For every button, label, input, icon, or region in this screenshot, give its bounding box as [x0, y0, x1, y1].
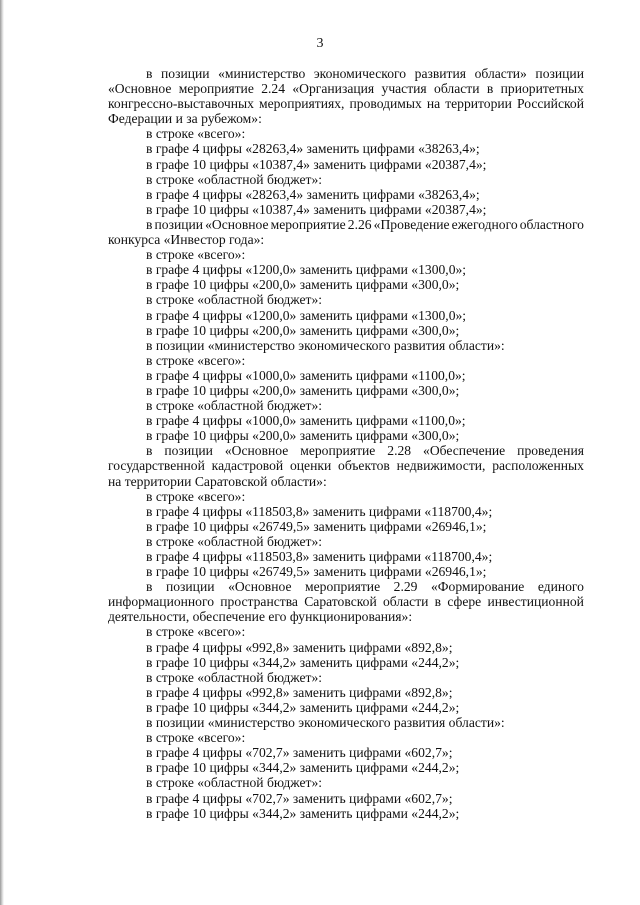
text-word: расположенных	[492, 458, 584, 474]
text-line: в графе 10 цифры «26749,5» заменить цифрами «26946,1»;	[146, 518, 487, 534]
text-word: 2.29	[393, 579, 418, 595]
text-word: «Основное	[205, 216, 269, 232]
text-word: на	[426, 96, 441, 112]
text-word: 2.24	[261, 81, 286, 97]
text-word: в	[434, 594, 442, 610]
text-line: в графе 4 цифры «1000,0» заменить цифрами «1100,0»;	[146, 367, 466, 383]
text-word: позиции	[165, 579, 215, 595]
text-line	[108, 579, 584, 594]
text-word: пространства	[220, 594, 298, 610]
text-line: в графе 4 цифры «992,8» заменить цифрами «892,8»;	[146, 684, 453, 700]
text-word: в	[486, 81, 494, 97]
page-number: 3	[316, 36, 324, 51]
text-word: 2.26	[347, 216, 372, 232]
text-word: 2.28	[387, 443, 412, 459]
text-line: в строке «всего»:	[146, 488, 246, 504]
text-word: мероприятие	[178, 81, 254, 97]
text-word: проведения	[517, 443, 584, 459]
text-word: ежегодного	[451, 216, 518, 232]
text-word: информационного	[108, 594, 215, 610]
text-line: деятельности, обеспечение его функционирования»:	[108, 609, 413, 625]
text-line: в строке «областной бюджет»:	[146, 775, 323, 791]
text-line: в графе 4 цифры «1000,0» заменить цифрами «1100,0»;	[146, 413, 466, 429]
text-word: сфере	[447, 594, 482, 610]
text-word: недвижимости,	[396, 458, 486, 474]
text-line: в графе 10 цифры «26749,5» заменить цифрами «26946,1»;	[146, 564, 487, 580]
text-word: областного	[519, 216, 584, 232]
text-line: в строке «всего»:	[146, 730, 246, 746]
text-line: в строке «областной бюджет»:	[146, 171, 323, 187]
text-word: «Основное	[228, 579, 292, 595]
text-word: в	[146, 443, 153, 459]
text-word: Российской	[516, 96, 584, 112]
text-line	[108, 81, 584, 96]
text-word: в	[146, 66, 153, 81]
text-line	[108, 443, 584, 458]
text-line: в графе 4 цифры «702,7» заменить цифрами «602,7»;	[146, 790, 453, 806]
text-line	[108, 96, 584, 111]
text-line: в строке «всего»:	[146, 247, 246, 263]
text-word: «Формирование	[431, 579, 525, 595]
text-line: в графе 10 цифры «200,0» заменить цифрами «300,0»;	[146, 322, 460, 338]
text-line: в графе 10 цифры «344,2» заменить цифрами «244,2»;	[146, 760, 460, 776]
text-line: в графе 4 цифры «28263,4» заменить цифрами «38263,4»;	[146, 141, 480, 157]
text-word: «Проведение	[373, 216, 450, 232]
text-word: проводимых	[349, 96, 422, 112]
text-word: «Основное	[224, 443, 289, 459]
text-word: «министерство	[218, 66, 306, 81]
text-line: в позиции «министерство экономического развития области»:	[146, 337, 505, 353]
text-line: конкурса «Инвестор года»:	[108, 232, 265, 248]
text-line: в графе 4 цифры «1200,0» заменить цифрами «1300,0»;	[146, 262, 467, 278]
text-line: в графе 10 цифры «10387,4» заменить цифрами «20387,4»;	[146, 201, 487, 217]
text-word: позиции	[154, 216, 204, 232]
text-word: мероприятие	[300, 443, 376, 459]
text-line: в строке «областной бюджет»:	[146, 533, 323, 549]
text-word: Саратовской	[304, 594, 377, 610]
text-line: в графе 4 цифры «992,8» заменить цифрами «892,8»;	[146, 639, 453, 655]
text-line	[108, 217, 584, 232]
text-line: в графе 10 цифры «344,2» заменить цифрами «244,2»;	[146, 699, 460, 715]
text-line: в графе 4 цифры «118503,8» заменить цифрами «118700,4»;	[146, 549, 493, 564]
text-line: в строке «всего»:	[146, 126, 246, 142]
text-line: в позиции «министерство экономического развития области»:	[146, 715, 505, 731]
text-word: мероприятие	[270, 216, 346, 232]
text-word: области	[382, 594, 429, 610]
text-line	[108, 458, 584, 473]
text-word: государственной	[108, 458, 205, 474]
text-word: области	[434, 81, 480, 97]
text-line: в графе 4 цифры «28263,4» заменить цифрами «38263,4»;	[146, 186, 480, 202]
text-line: в графе 10 цифры «344,2» заменить цифрами «244,2»;	[146, 654, 460, 670]
text-line: в строке «областной бюджет»:	[146, 398, 323, 414]
text-line: в графе 10 цифры «200,0» заменить цифрами «300,0»;	[146, 277, 460, 293]
text-line: в графе 4 цифры «702,7» заменить цифрами «602,7»;	[146, 745, 453, 761]
text-word: экономического	[313, 66, 407, 81]
text-word: «Обеспечение	[423, 443, 506, 459]
text-word: единого	[537, 579, 584, 595]
document-body	[108, 66, 584, 821]
text-line: на территории Саратовской области»:	[108, 473, 327, 489]
text-word: позиции	[164, 443, 213, 459]
text-word: конгрессно-выставочных	[108, 96, 254, 112]
text-word: «Организация	[292, 81, 375, 97]
text-word: области»	[474, 66, 527, 81]
text-word: «Основное	[108, 81, 172, 97]
text-word: позиции	[161, 66, 210, 81]
text-word: территории	[445, 96, 512, 112]
text-line: в строке «всего»:	[146, 624, 246, 640]
text-word: мероприятиях,	[258, 96, 345, 112]
text-line: в строке «областной бюджет»:	[146, 669, 323, 685]
text-line: в строке «областной бюджет»:	[146, 292, 323, 308]
text-line: в графе 4 цифры «118503,8» заменить цифрами «118700,4»;	[146, 503, 493, 519]
text-line: в графе 10 цифры «10387,4» заменить цифрами «20387,4»;	[146, 156, 487, 172]
text-line: в графе 10 цифры «200,0» заменить цифрами «300,0»;	[146, 428, 460, 444]
text-line: в графе 10 цифры «344,2» заменить цифрами «244,2»;	[146, 805, 460, 821]
text-line	[108, 594, 584, 609]
text-line: в строке «всего»:	[146, 352, 246, 368]
text-word: кадастровой	[211, 458, 284, 474]
text-word: в	[146, 216, 153, 232]
text-word: участия	[381, 81, 427, 97]
text-word: позиции	[535, 66, 584, 81]
text-line: в графе 10 цифры «200,0» заменить цифрами «300,0»;	[146, 382, 460, 398]
text-line	[108, 66, 584, 81]
text-line: в графе 4 цифры «1200,0» заменить цифрами «1300,0»;	[146, 307, 467, 323]
text-word: мероприятие	[305, 579, 381, 595]
text-word: оценки	[289, 458, 332, 474]
text-word: в	[146, 579, 153, 595]
text-word: развития	[414, 66, 467, 81]
text-line: Федерации и за рубежом»:	[108, 111, 262, 127]
text-word: объектов	[338, 458, 390, 474]
text-word: инвестиционной	[487, 594, 584, 610]
text-word: приоритетных	[500, 81, 584, 97]
